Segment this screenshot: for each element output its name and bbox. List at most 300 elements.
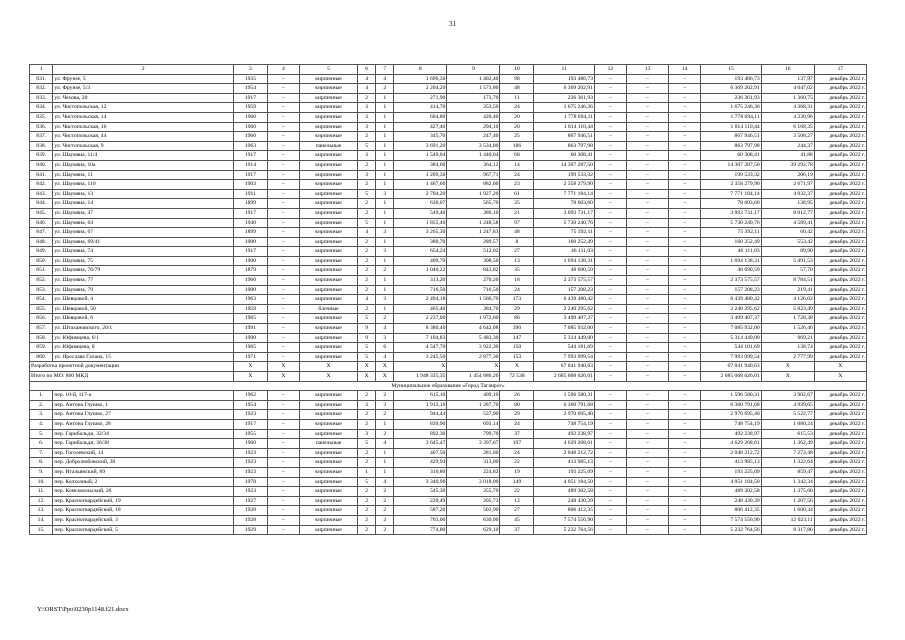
table-cell: кирпичные — [299, 506, 357, 516]
table-cell: 35 — [500, 266, 534, 276]
table-cell: 39 292,78 — [761, 160, 814, 170]
table-row — [30, 467, 867, 477]
table-cell: 2 — [358, 419, 376, 429]
table-cell: 409,10 — [447, 391, 500, 401]
table-cell: кирпичные — [299, 391, 357, 401]
table-cell: – — [267, 132, 299, 142]
table-cell: 1 — [376, 467, 394, 477]
table-cell: 2 — [376, 515, 394, 525]
table-cell: 380,70 — [394, 237, 447, 247]
table-cell: 4 629 268,61 — [534, 439, 595, 449]
table-cell: – — [267, 170, 299, 180]
table-cell: 5 522,77 — [761, 410, 814, 420]
table-cell: 160 252,49 — [701, 237, 762, 247]
table-cell: 544 181,69 — [701, 343, 762, 353]
table-cell: – — [594, 410, 626, 420]
table-cell: 867 946,51 — [701, 132, 762, 142]
table-row — [30, 324, 867, 334]
table-row — [30, 477, 867, 487]
table-cell: декабрь 2022 г. — [814, 199, 866, 209]
table-cell: 774,80 — [394, 525, 447, 535]
table-cell: 68 — [500, 151, 534, 161]
table-cell: 859. — [30, 343, 53, 353]
table-cell: – — [669, 419, 701, 429]
table-cell: декабрь 2022 г. — [814, 458, 866, 468]
table-cell: 1 454 886,26 — [447, 372, 500, 382]
table-cell: – — [594, 439, 626, 449]
table-row — [30, 515, 867, 525]
table-cell: 5 — [358, 477, 376, 487]
table-cell: – — [626, 189, 668, 199]
table-cell: – — [594, 199, 626, 209]
table-cell: – — [669, 525, 701, 535]
table-cell: 149 — [500, 477, 534, 487]
table-cell: – — [594, 218, 626, 228]
table-cell: 1960 — [233, 122, 267, 132]
table-cell: ул. Шаумяна, 13 — [53, 189, 234, 199]
table-cell: – — [669, 458, 701, 468]
table-cell: кирпичные — [299, 525, 357, 535]
table-cell: 2 — [376, 410, 394, 420]
table-cell: 6 360 791,68 — [534, 400, 595, 410]
table-cell: – — [267, 256, 299, 266]
table-cell: X — [761, 362, 814, 372]
table-cell: 2 373 575,57 — [701, 276, 762, 286]
table-cell: кирпичные — [299, 199, 357, 209]
table-cell: 14. — [30, 515, 53, 525]
table-cell: декабрь 2022 г. — [814, 400, 866, 410]
table-cell: 1917 — [233, 93, 267, 103]
table-cell: – — [669, 295, 701, 305]
table-cell: – — [267, 103, 299, 113]
table-cell: – — [669, 160, 701, 170]
table-cell: 846. — [30, 218, 53, 228]
table-cell: 6. — [30, 439, 53, 449]
table-cell: – — [267, 506, 299, 516]
table-cell: – — [267, 266, 299, 276]
table-cell: – — [626, 208, 668, 218]
table-cell: 5 — [358, 189, 376, 199]
table-cell: 14 307 287,50 — [701, 160, 762, 170]
table-cell: 2 — [358, 458, 376, 468]
table-cell: 2 — [376, 84, 394, 94]
table-cell: 5 314 449,00 — [534, 333, 595, 343]
table-cell: кирпичные — [299, 324, 357, 334]
table-row — [30, 218, 867, 228]
table-cell: – — [626, 458, 668, 468]
table-cell: 544 181,69 — [534, 343, 595, 353]
table-cell: 2 — [53, 65, 234, 75]
table-cell: – — [669, 132, 701, 142]
table-cell: – — [626, 429, 668, 439]
table-cell: – — [626, 467, 668, 477]
table-cell: 384,70 — [447, 304, 500, 314]
table-cell: 160 252,49 — [534, 237, 595, 247]
table-cell: 2 — [358, 93, 376, 103]
table-cell: 5 — [358, 343, 376, 353]
table-cell: 14 307 287,50 — [534, 160, 595, 170]
table-cell: 1 — [376, 448, 394, 458]
table-cell: ул. Шаумяна, 76/79 — [53, 266, 234, 276]
table-cell: 157 208,23 — [701, 285, 762, 295]
table-cell: кирпичные — [299, 496, 357, 506]
table-cell: кирпичные — [299, 151, 357, 161]
table-cell: декабрь 2022 г. — [814, 256, 866, 266]
table-cell: 60 308,41 — [534, 151, 595, 161]
table-cell: – — [626, 132, 668, 142]
table-cell: кирпичные — [299, 343, 357, 353]
table-cell: – — [267, 352, 299, 362]
table-cell: кирпичные — [299, 84, 357, 94]
table-cell: декабрь 2022 г. — [814, 228, 866, 238]
table-cell: – — [669, 391, 701, 401]
table-cell: 24 — [500, 285, 534, 295]
table-cell: 14 — [500, 160, 534, 170]
table-cell: ул. Шаумяна, 64 — [53, 218, 234, 228]
table-cell: 13 — [500, 256, 534, 266]
table-row — [30, 352, 867, 362]
table-cell: 842. — [30, 180, 53, 190]
table-cell: 45 — [500, 515, 534, 525]
table-cell: 1965 — [233, 314, 267, 324]
table-cell: – — [267, 276, 299, 286]
table-cell: кирпичные — [299, 458, 357, 468]
table-cell: 1 360,75 — [761, 93, 814, 103]
table-cell: декабрь 2022 г. — [814, 419, 866, 429]
table-cell: 2 — [358, 506, 376, 516]
table-cell: декабрь 2022 г. — [814, 276, 866, 286]
table-header-row — [30, 65, 867, 75]
table-cell: 654,24 — [394, 247, 447, 257]
table-cell: 1 207,56 — [761, 496, 814, 506]
table-cell: 1 — [376, 141, 394, 151]
table-cell: 537,90 — [447, 410, 500, 420]
table-cell: кирпичные — [299, 487, 357, 497]
table-cell: – — [626, 266, 668, 276]
table-cell: 11 — [500, 93, 534, 103]
table-cell: – — [669, 362, 701, 372]
table-cell: – — [267, 391, 299, 401]
table-cell: 748 754,19 — [534, 419, 595, 429]
table-row — [30, 506, 867, 516]
table-cell: 24 — [500, 419, 534, 429]
table-cell: – — [594, 295, 626, 305]
table-cell: 1929 — [233, 525, 267, 535]
table-cell: X — [267, 372, 299, 382]
table-cell: X — [394, 362, 447, 372]
table-cell: 98 — [500, 74, 534, 84]
table-cell: – — [626, 256, 668, 266]
table-cell: ул. Шаумяна, 69/41 — [53, 237, 234, 247]
table-cell: декабрь 2022 г. — [814, 324, 866, 334]
table-cell: 5 — [299, 65, 357, 75]
table-cell: – — [267, 160, 299, 170]
table-cell: 7 993 099,54 — [701, 352, 762, 362]
table-cell: 1 948 335,35 — [394, 372, 447, 382]
table-cell: 60,42 — [761, 228, 814, 238]
table-cell: пер. Красногвардейский, 19 — [53, 496, 234, 506]
table-cell: 15 — [701, 65, 762, 75]
table-cell: декабрь 2022 г. — [814, 247, 866, 257]
table-cell: 1 — [376, 208, 394, 218]
table-cell: X — [814, 372, 866, 382]
table-cell: кирпичные — [299, 237, 357, 247]
table-cell: 220,49 — [394, 496, 447, 506]
table-cell: X — [358, 362, 376, 372]
table-cell: 4. — [30, 419, 53, 429]
table-cell: 1 467,60 — [394, 180, 447, 190]
table-cell: 150 — [500, 343, 534, 353]
table-cell: 355,70 — [447, 487, 500, 497]
table-cell: 1 573,80 — [447, 84, 500, 94]
table-cell: ул. Чистопольская, 44 — [53, 132, 234, 142]
table-cell: 6 439 480,42 — [701, 295, 762, 305]
table-cell: – — [626, 228, 668, 238]
table-cell: 839. — [30, 151, 53, 161]
table-cell: 2 704,20 — [394, 189, 447, 199]
table-cell: 4 939,65 — [761, 400, 814, 410]
table-cell: панельные — [299, 141, 357, 151]
table-cell: – — [626, 410, 668, 420]
table-cell: 1 402,40 — [447, 74, 500, 84]
table-cell: 97 — [500, 218, 534, 228]
table-cell: 48 — [500, 228, 534, 238]
table-cell: 2 — [358, 132, 376, 142]
table-cell: 1960 — [233, 132, 267, 142]
table-cell: 57,70 — [761, 266, 814, 276]
table-cell: 2 373 575,57 — [534, 276, 595, 286]
table-cell: – — [669, 400, 701, 410]
table-cell: кирпичные — [299, 419, 357, 429]
table-cell: 2 — [376, 506, 394, 516]
table-cell: – — [669, 266, 701, 276]
table-cell: 193 225,09 — [534, 467, 595, 477]
table-cell: 8 380,40 — [394, 324, 447, 334]
table-cell: – — [626, 333, 668, 343]
table-cell: – — [267, 141, 299, 151]
file-path-footer: Y:\ORST\Ppo\0230p1148.f21.docx — [37, 606, 129, 613]
table-cell: 384,60 — [394, 160, 447, 170]
table-cell: 1 — [358, 467, 376, 477]
table-cell: 3 922,30 — [447, 343, 500, 353]
table-cell: – — [626, 160, 668, 170]
table-cell: 835. — [30, 112, 53, 122]
table-cell: – — [626, 276, 668, 286]
table-cell: – — [267, 343, 299, 353]
table-cell: – — [267, 439, 299, 449]
table-cell: 882,60 — [447, 180, 500, 190]
table-cell: 4 051 184,50 — [701, 477, 762, 487]
table-cell: – — [594, 228, 626, 238]
table-cell: 1962 — [233, 391, 267, 401]
table-cell: 1917 — [233, 151, 267, 161]
table-cell: 2 — [358, 256, 376, 266]
table-cell: 549,40 — [394, 208, 447, 218]
table-cell: 11 — [534, 65, 595, 75]
table-cell: 1991 — [233, 324, 267, 334]
table-cell: – — [267, 419, 299, 429]
table-cell: 4 — [376, 477, 394, 487]
table-cell: – — [626, 180, 668, 190]
table-cell: 1 287,70 — [447, 400, 500, 410]
table-cell: 3. — [30, 410, 53, 420]
table-cell: 5 730 240,76 — [701, 218, 762, 228]
table-cell: 1928 — [233, 515, 267, 525]
table-cell: ул. Шаумяна, 77 — [53, 276, 234, 286]
table-cell: 1 040,22 — [394, 266, 447, 276]
table-cell: 41,88 — [761, 151, 814, 161]
table-cell: – — [669, 314, 701, 324]
table-cell: ул. Чистопольская, 9 — [53, 141, 234, 151]
table-cell: 3 — [358, 122, 376, 132]
table-cell: – — [594, 132, 626, 142]
table-cell: пер. Красногвардейский, 5 — [53, 525, 234, 535]
table-cell: пер. Антона Глушко, 1 — [53, 400, 234, 410]
table-cell: 1 080,24 — [761, 419, 814, 429]
table-cell: 3 340,90 — [394, 477, 447, 487]
table-cell: 3 — [358, 151, 376, 161]
table-cell: 9 — [358, 333, 376, 343]
table-cell: 420,40 — [447, 112, 500, 122]
table-cell: ул. Шаумяна, 14 — [53, 199, 234, 209]
table-cell: 8. — [30, 458, 53, 468]
table-cell: 4 368,31 — [761, 103, 814, 113]
table-cell: 5 232 764,56 — [534, 525, 595, 535]
table-cell: 7 574 556,90 — [701, 515, 762, 525]
table-cell: 2 358 279,90 — [701, 180, 762, 190]
table-cell: кирпичные — [299, 160, 357, 170]
table-cell: декабрь 2022 г. — [814, 467, 866, 477]
table-cell: ул. Чистопольская, 14 — [53, 112, 234, 122]
table-cell: – — [594, 448, 626, 458]
table-cell: декабрь 2022 г. — [814, 525, 866, 535]
table-cell: – — [594, 458, 626, 468]
table-cell: 1 209,30 — [394, 170, 447, 180]
table-cell: – — [669, 74, 701, 84]
table-cell: декабрь 2022 г. — [814, 410, 866, 420]
table-cell: ул. Шаумяна, 74 — [53, 247, 234, 257]
table-cell: пер. Гарибальди, 36/38 — [53, 439, 234, 449]
table-cell: 413 985,13 — [534, 458, 595, 468]
table-cell: 856. — [30, 314, 53, 324]
table-cell: – — [594, 180, 626, 190]
table-cell: 3 — [376, 400, 394, 410]
table-cell: 10. — [30, 477, 53, 487]
table-cell: 2 — [358, 266, 376, 276]
table-cell: 2 — [358, 515, 376, 525]
table-cell: 353,50 — [447, 103, 500, 113]
table-cell: декабрь 2022 г. — [814, 352, 866, 362]
table-cell: – — [626, 496, 668, 506]
table-cell: 4 051 184,50 — [534, 477, 595, 487]
table-cell: кирпичные — [299, 314, 357, 324]
table-cell: 137,97 — [761, 74, 814, 84]
table-cell: 414,70 — [394, 103, 447, 113]
table-cell: X — [267, 362, 299, 372]
table-cell: 236 361,93 — [701, 93, 762, 103]
table-cell: – — [594, 93, 626, 103]
table-cell: – — [594, 333, 626, 343]
table-cell: – — [669, 343, 701, 353]
table-cell: 1928 — [233, 506, 267, 516]
table-cell: – — [267, 295, 299, 305]
table-cell: 587,20 — [394, 506, 447, 516]
table-cell: 492 238,97 — [701, 429, 762, 439]
table-cell: 12 — [594, 65, 626, 75]
table-cell: – — [669, 84, 701, 94]
table-cell: кирпичные — [299, 208, 357, 218]
table-cell: – — [669, 496, 701, 506]
table-cell: – — [626, 515, 668, 525]
table-cell: – — [594, 285, 626, 295]
table-row — [30, 314, 867, 324]
table-cell: 853. — [30, 285, 53, 295]
table-cell: – — [669, 506, 701, 516]
table-cell: 219,41 — [761, 285, 814, 295]
table-cell: – — [267, 247, 299, 257]
table-cell: – — [267, 112, 299, 122]
table-cell: 850. — [30, 256, 53, 266]
table-cell: – — [594, 487, 626, 497]
table-cell: блочные — [299, 304, 357, 314]
table-cell: 8 784,51 — [761, 276, 814, 286]
table-row — [30, 199, 867, 209]
table-cell: 2 671,97 — [761, 180, 814, 190]
table-cell: 2 — [358, 487, 376, 497]
table-cell: 2. — [30, 400, 53, 410]
table-cell: 1917 — [233, 208, 267, 218]
table-cell: 1 560,70 — [447, 295, 500, 305]
table-cell: 1 362,49 — [761, 439, 814, 449]
table-cell: 12 023,11 — [761, 515, 814, 525]
table-row — [30, 487, 867, 497]
table-cell: декабрь 2022 г. — [814, 93, 866, 103]
table-cell: 3 018,00 — [447, 477, 500, 487]
table-cell: 25 — [500, 132, 534, 142]
table-cell: 545,30 — [394, 487, 447, 497]
table-cell: 1963 — [233, 141, 267, 151]
table-cell: 5 — [358, 439, 376, 449]
table-cell: – — [669, 515, 701, 525]
table-cell: 863 797,98 — [701, 141, 762, 151]
table-cell: – — [267, 458, 299, 468]
table-cell: 60 308,41 — [701, 151, 762, 161]
table-cell: 1917 — [233, 247, 267, 257]
table-cell: 858. — [30, 333, 53, 343]
table-cell: 944,44 — [394, 410, 447, 420]
table-cell: 89,90 — [761, 247, 814, 257]
table-cell: 48 690,59 — [701, 266, 762, 276]
table-cell: декабрь 2022 г. — [814, 141, 866, 151]
table-cell: 465,40 — [394, 304, 447, 314]
table-cell: 1960 — [233, 112, 267, 122]
table-cell: Итого по МО: 860 МКД — [30, 372, 234, 382]
table-cell: ул. Шаумяна, 10а — [53, 160, 234, 170]
table-cell: кирпичные — [299, 400, 357, 410]
table-cell: 1914 — [233, 160, 267, 170]
table-row — [30, 410, 867, 420]
table-row — [30, 343, 867, 353]
table-cell: 838. — [30, 141, 53, 151]
table-cell: 5 232 764,56 — [701, 525, 762, 535]
table-cell: 2 970 695,40 — [534, 410, 595, 420]
table-cell: 4 589,41 — [761, 218, 814, 228]
table-cell: 843,82 — [447, 266, 500, 276]
table-cell: – — [669, 228, 701, 238]
table-cell: кирпичные — [299, 189, 357, 199]
table-cell: – — [594, 266, 626, 276]
table-cell: 27 — [500, 506, 534, 516]
